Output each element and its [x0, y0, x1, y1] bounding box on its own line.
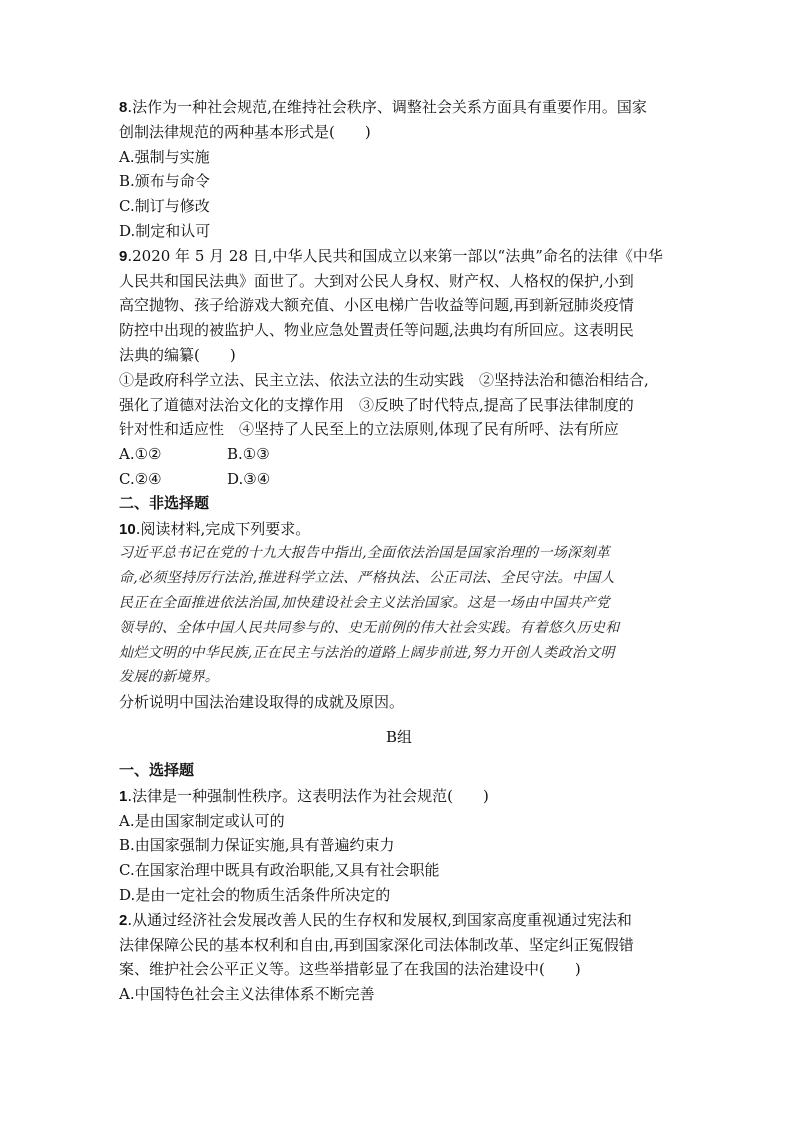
statement-text: 针对性和适应性 ④坚持了人民至上的立法原则,体现了民有所呼、法有所应 [119, 420, 619, 439]
option-a: A.①② [119, 445, 162, 464]
question-text: 法律保障公民的基本权利和自由,再到国家深化司法体制改革、坚定纠正冤假错 [119, 935, 634, 954]
question-text: .2020 年 5 月 28 日,中华人民共和国成立以来第一部以“法典”命名的法律《中华 [127, 246, 663, 265]
question-text: .法作为一种社会规范,在维持社会秩序、调整社会关系方面具有重要作用。国家 [127, 98, 647, 116]
material-text: 民正在全面推进依法治国,加快建设社会主义法治国家。这是一场由中国共产党 [119, 594, 610, 611]
material-text: 命,必须坚持厉行法治,推进科学立法、严格执法、公正司法、全民守法。中国人 [119, 570, 615, 587]
section-heading: 二、非选择题 [119, 494, 210, 512]
material-text: 灿烂文明的中华民族,正在民主与法治的道路上阔步前进,努力开创人类政治文明 [119, 644, 615, 661]
document-page [119, 95, 679, 1007]
question-text: 高空抛物、孩子给游戏大额充值、小区电梯广告收益等问题,再到新冠肺炎疫情 [119, 296, 634, 315]
question-text: .法律是一种强制性秩序。这表明法作为社会规范( ) [127, 786, 489, 805]
question-10 [119, 517, 679, 542]
question-8 [119, 95, 679, 120]
option-row [119, 467, 679, 492]
option-a: A.强制与实施 [119, 147, 210, 166]
question-text: 人民共和国民法典》面世了。大到对公民人身权、财产权、人格权的保护,小到 [119, 271, 634, 290]
material-text: 发展的新境界。 [119, 669, 220, 686]
question-text: .阅读材料,完成下列要求。 [135, 519, 311, 538]
option-b: B.颁布与命令 [119, 172, 210, 191]
option-a: A.中国特色社会主义法律体系不断完善 [119, 985, 375, 1004]
question-b2 [119, 908, 679, 933]
section-heading: 一、选择题 [119, 761, 195, 779]
option-c: C.在国家治理中既具有政治职能,又具有社会职能 [119, 861, 440, 880]
question-number: 2 [119, 911, 128, 929]
question-text: 法典的编纂( ) [119, 345, 236, 364]
option-d: D.是由一定社会的物质生活条件所决定的 [119, 885, 391, 904]
option-c: C.制订与修改 [119, 197, 210, 216]
option-b: B.由国家强制力保证实施,具有普遍约束力 [119, 836, 395, 855]
question-9 [119, 244, 679, 269]
statement-text: 强化了道德对法治文化的支撑作用 ③反映了时代特点,提高了民事法律制度的 [119, 395, 634, 414]
option-a: A.是由国家制定或认可的 [119, 811, 285, 830]
question-text: 案、维护社会公平正义等。这些举措彰显了在我国的法治建设中( ) [119, 960, 581, 979]
group-title: B组 [385, 727, 413, 746]
material-text: 领导的、全体中国人民共同参与的、史无前例的伟大社会实践。有着悠久历史和 [119, 619, 620, 636]
question-text: .从通过经济社会发展改善人民的生存权和发展权,到国家高度重视通过宪法和 [127, 910, 632, 929]
question-number: 8 [119, 99, 128, 116]
question-text: 防控中出现的被监护人、物业应急处置责任等问题,法典均有所回应。这表明民 [119, 321, 634, 340]
question-b1 [119, 784, 679, 809]
question-number: 9 [119, 247, 128, 265]
option-row [119, 442, 679, 467]
task-text: 分析说明中国法治建设取得的成就及原因。 [119, 693, 405, 712]
question-number: 1 [119, 787, 128, 805]
option-d: D.制定和认可 [119, 221, 211, 240]
question-text: 创制法律规范的两种基本形式是( ) [119, 122, 371, 141]
option-b: B.①③ [227, 445, 270, 464]
option-c: C.②④ [119, 469, 162, 488]
option-d: D.③④ [227, 469, 271, 488]
question-number: 10 [119, 520, 136, 538]
material-text: 习近平总书记在党的十九大报告中指出,全面依法治国是国家治理的一场深刻革 [119, 545, 610, 562]
statement-text: ①是政府科学立法、民主立法、依法立法的生动实践 ②坚持法治和德治相结合, [119, 370, 649, 389]
